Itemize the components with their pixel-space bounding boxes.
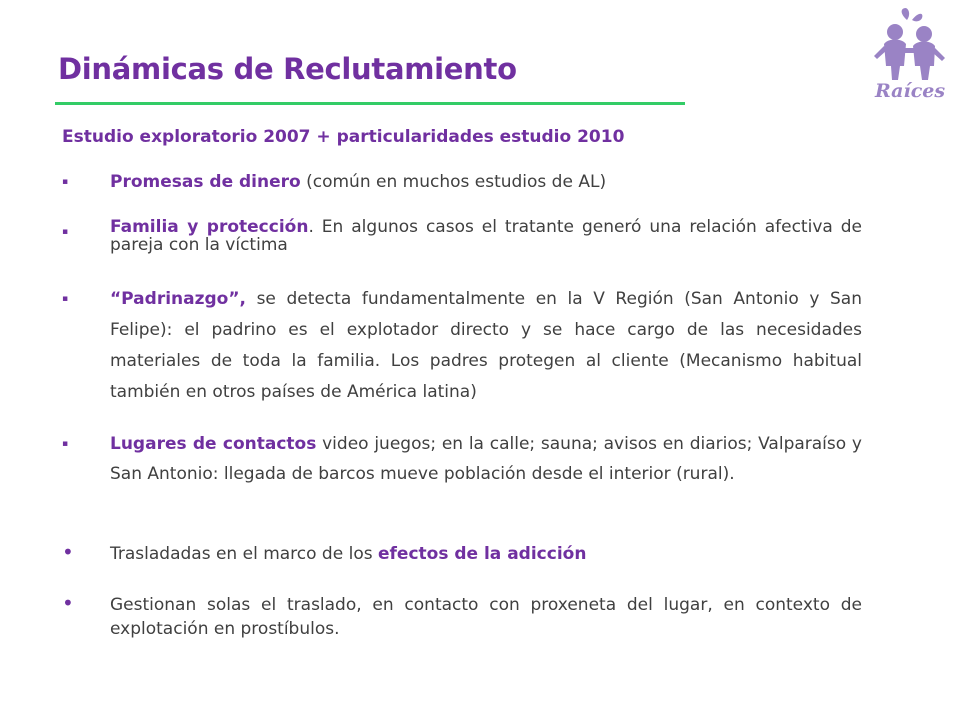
item-text: se detecta fundamentalmente en la V Región (San Antonio y San Felipe): el padrino es el explotador directo y se hace cargo de las necesidades materiales de toda la familia. Los padres protegen al cliente (Mecanismo habitual también en otros países de América latina)	[110, 289, 862, 402]
square-bullet: ▪	[62, 227, 69, 237]
list-item	[62, 540, 862, 569]
round-bullet: •	[62, 591, 74, 615]
round-bullet: •	[62, 540, 74, 564]
title-underline	[55, 102, 685, 105]
slide-title: Dinámicas de Reclutamiento	[58, 52, 517, 86]
list-item	[62, 213, 862, 254]
item-highlight: Familia y protección	[110, 217, 309, 237]
list-item	[62, 429, 862, 489]
item-highlight: Promesas de dinero	[110, 172, 301, 192]
raices-logo	[860, 0, 960, 120]
list-item	[62, 593, 862, 641]
item-highlight: Lugares de contactos	[110, 434, 317, 454]
item-text: Gestionan solas el traslado, en contacto con proxeneta del lugar, en contexto de explotación en prostíbulos.	[110, 595, 862, 639]
list-item	[62, 168, 862, 197]
item-highlight: efectos de la adicción	[377, 544, 587, 564]
item-text: . En algunos casos el tratante generó una relación afectiva de pareja con la víctima	[110, 217, 863, 255]
logo-text: Raíces	[874, 80, 946, 102]
square-bullet: ▪	[62, 439, 69, 449]
list-item	[62, 284, 862, 408]
square-bullet: ▪	[62, 177, 69, 187]
item-text: (común en muchos estudios de AL)	[300, 172, 607, 192]
item-text: video juegos; en la calle; sauna; avisos en diarios; Valparaíso y San Antonio: llegada de barcos mueve población desde el interior (rural).	[110, 434, 862, 484]
item-highlight: “Padrinazgo”,	[110, 289, 246, 309]
subtitle: Estudio exploratorio 2007 + particularidades estudio 2010	[62, 127, 625, 147]
square-bullet: ▪	[62, 294, 69, 304]
raices-children-logo-icon	[860, 0, 960, 90]
item-text: Trasladadas en el marco de los	[110, 544, 378, 564]
